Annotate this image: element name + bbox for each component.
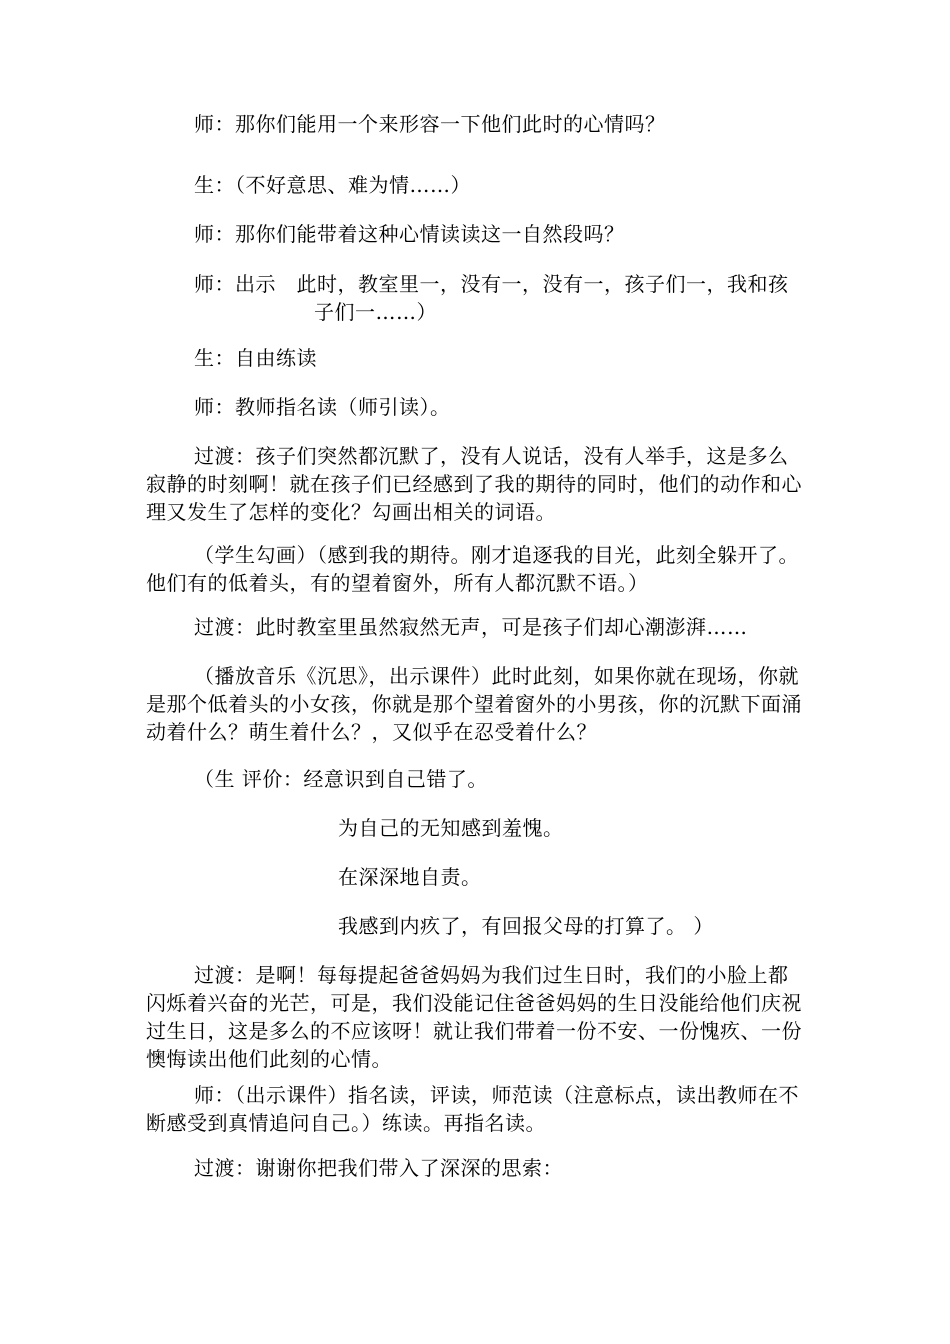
paragraph-evaluation-item-1: 为自己的无知感到羞愧。 — [338, 816, 564, 840]
paragraph-teacher-display: 师：出示 此时，教室里一，没有一，没有一，孩子们一，我和孩子们一……） — [194, 272, 789, 324]
paragraph-teacher-courseware: 师：（出示课件）指名读，评读，师范读（注意标点，读出教师在不断感受到真情追问自己。）练读。再指名读。 — [146, 1083, 799, 1135]
paragraph-student-marking: （学生勾画）（感到我的期待。刚才追逐我的目光，此刻全躲开了。他们有的低着头，有的望着窗外，所有人都沉默不语。） — [146, 543, 799, 595]
paragraph-transition-3: 过渡：是啊！每每提起爸爸妈妈为我们过生日时，我们的小脸上都闪烁着兴奋的光芒，可是，我们没能记住爸爸妈妈的生日没能给他们庆祝过生日，这是多么的不应该呀！就让我们带着一份不安、一份愧疚、一份懊悔读出他们此刻的心情。 — [146, 963, 802, 1071]
paragraph-teacher-question-2: 师：那你们能带着这种心情读读这一自然段吗？ — [194, 222, 625, 246]
paragraph-transition-1: 过渡：孩子们突然都沉默了，没有人说话，没有人举手，这是多么寂静的时刻啊！就在孩子们已经感到了我的期待的同时，他们的动作和心理又发生了怎样的变化？勾画出相关的词语。 — [146, 444, 802, 524]
paragraph-evaluation-item-2: 在深深地自责。 — [338, 865, 482, 889]
paragraph-teacher-question-1: 师：那你们能用一个来形容一下他们此时的心情吗？ — [194, 112, 666, 136]
paragraph-evaluation-item-3: 我感到内疚了，有回报父母的打算了。 ） — [338, 914, 714, 938]
paragraph-student-practice: 生：自由练读 — [194, 346, 317, 370]
paragraph-student-answer-1: 生：（不好意思、难为情……） — [194, 173, 471, 197]
paragraph-transition-4: 过渡：谢谢你把我们带入了深深的思索： — [194, 1156, 563, 1180]
paragraph-music-prompt: （播放音乐《沉思》，出示课件）此时此刻，如果你就在现场，你就是那个低着头的小女孩，你就是那个望着窗外的小男孩，你的沉默下面涌动着什么？萌生着什么？，又似乎在忍受着什么？ — [146, 664, 802, 744]
paragraph-teacher-reading: 师：教师指名读（师引读）。 — [194, 395, 451, 419]
paragraph-transition-2: 过渡：此时教室里虽然寂然无声，可是孩子们却心潮澎湃…… — [194, 615, 748, 639]
paragraph-evaluation-head: （生 评价：经意识到自己错了。 — [194, 767, 488, 791]
